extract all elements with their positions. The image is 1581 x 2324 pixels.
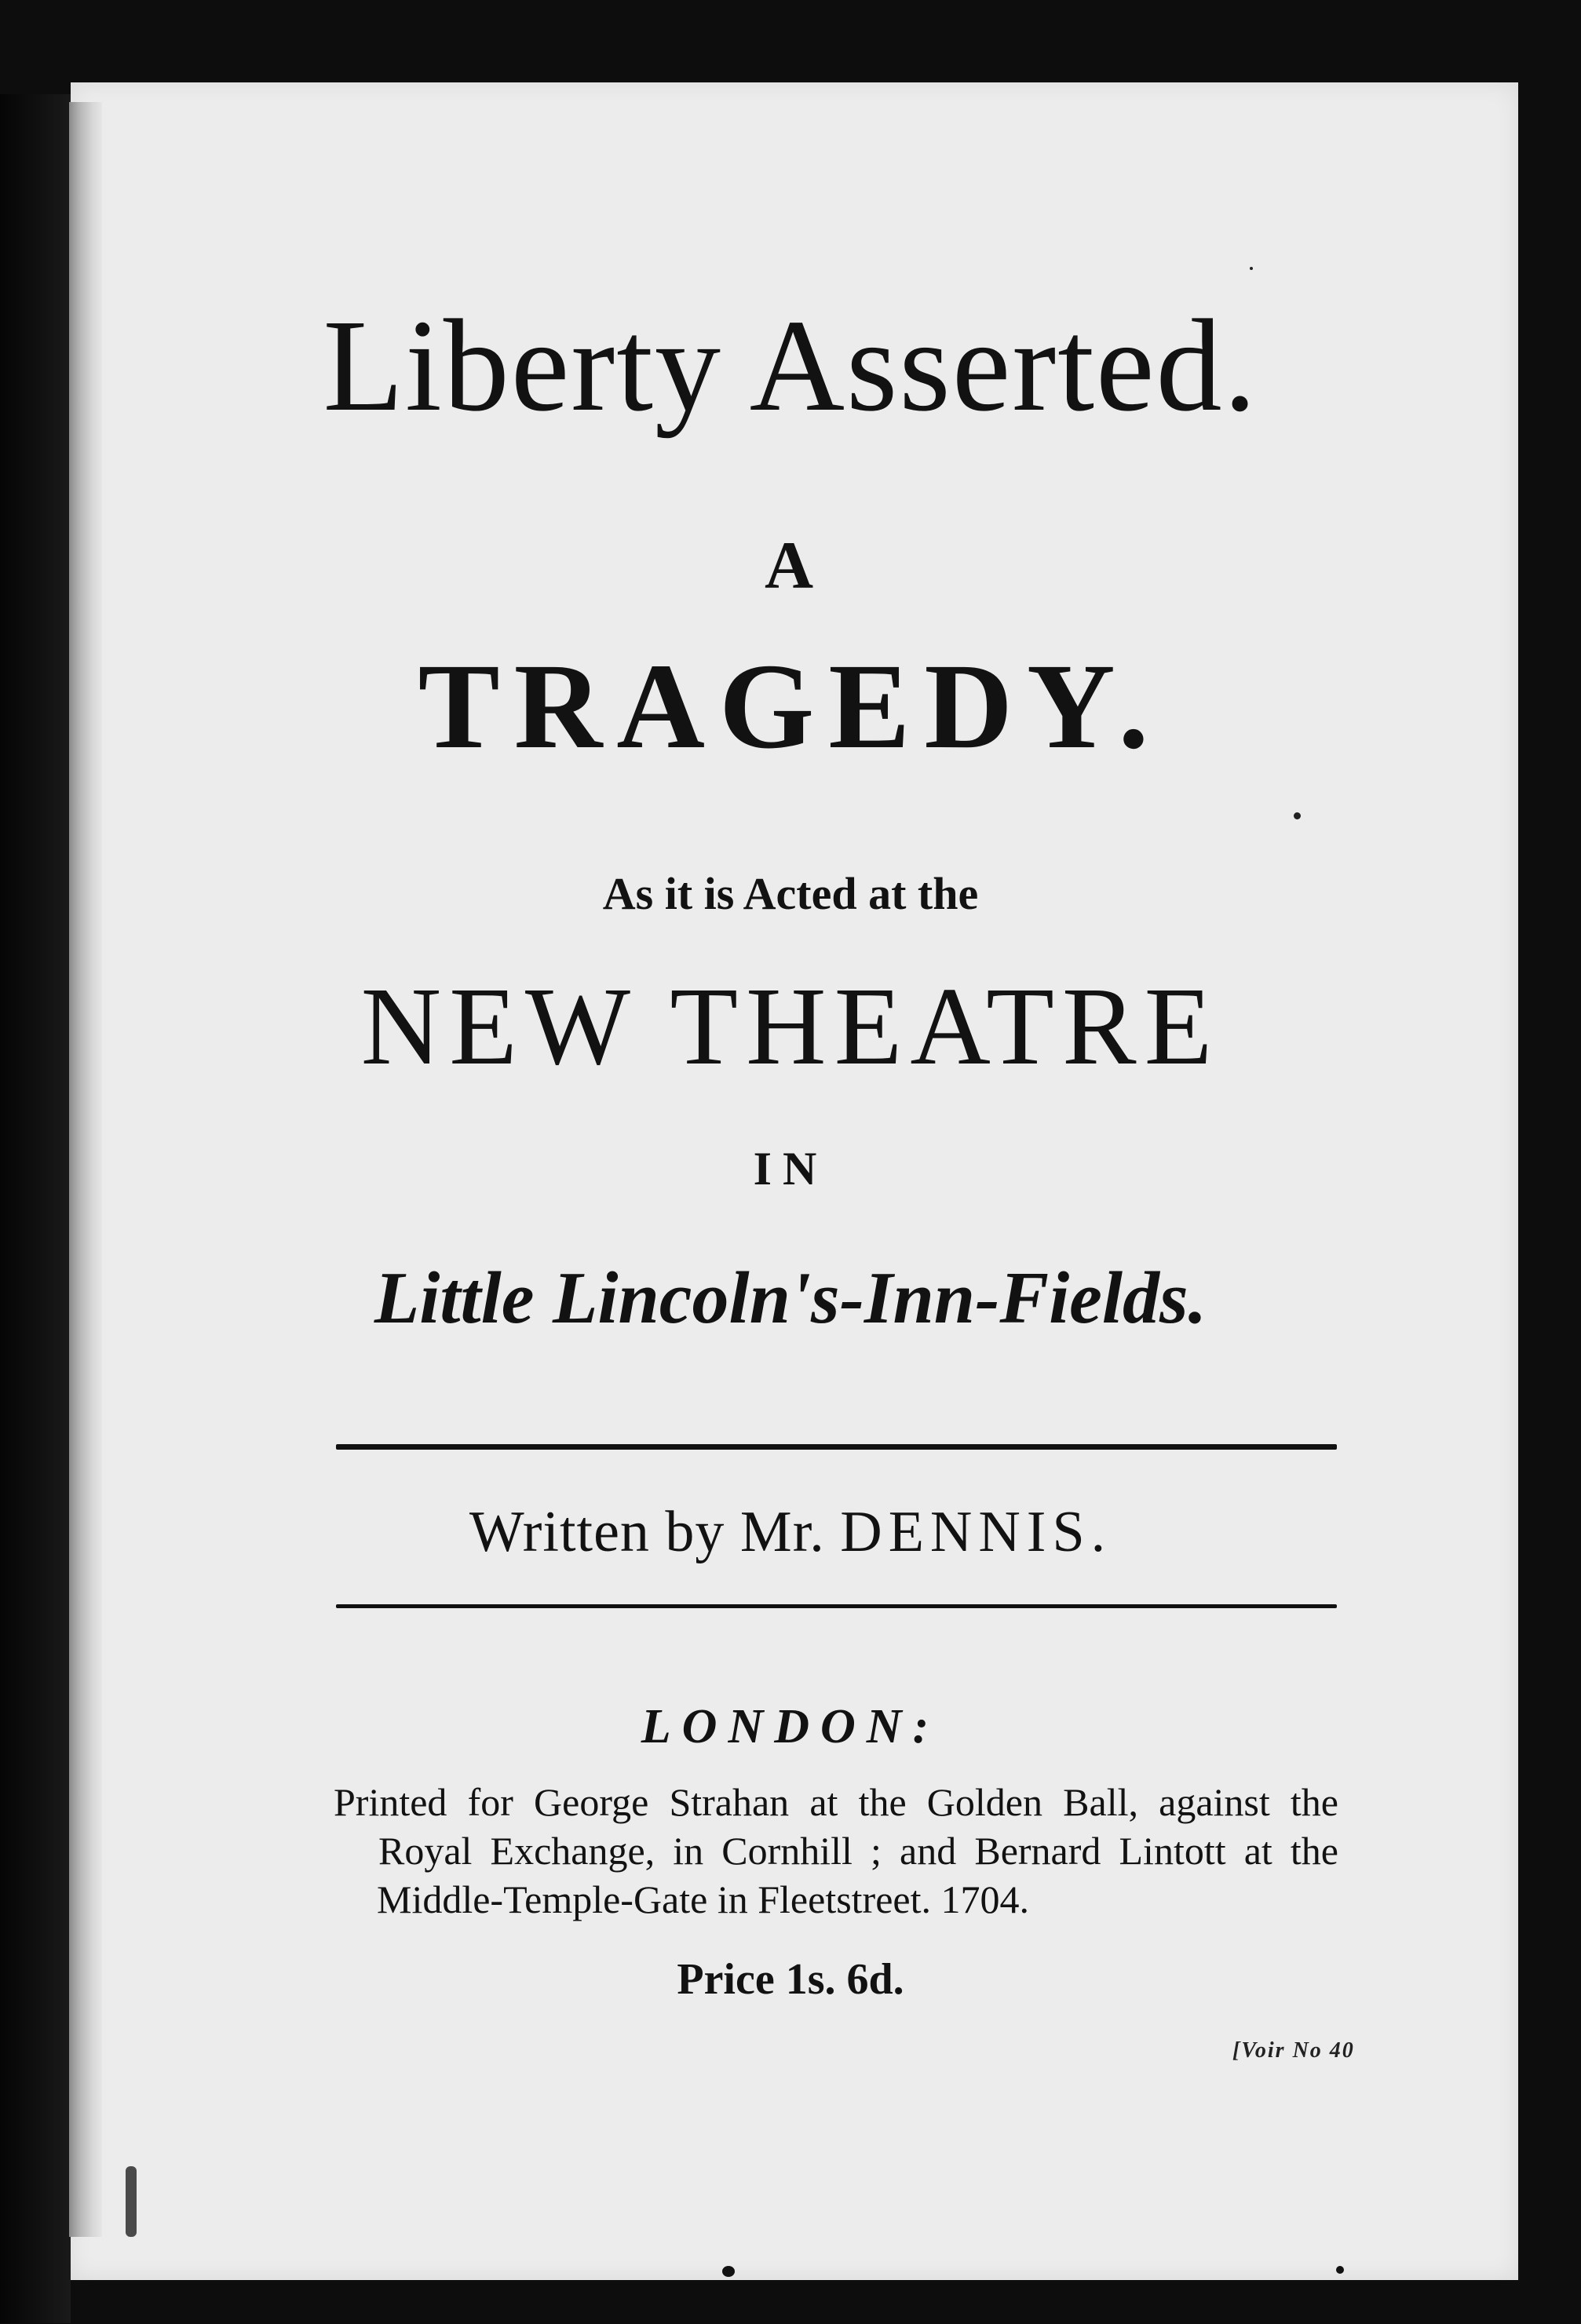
- spine-shadow-mark: [126, 2166, 137, 2237]
- book-title: Liberty Asserted.: [323, 293, 1258, 439]
- theatre-location: Little Lincoln's-Inn-Fields.: [374, 1257, 1207, 1339]
- performance-note: As it is Acted at the: [602, 868, 979, 919]
- imprint-line-2: Royal Exchange, in Cornhill ; and Bernard Lintott at the: [378, 1829, 1338, 1873]
- subtitle-article: A: [764, 527, 817, 603]
- catalog-note: [Voir No 40: [1232, 2038, 1355, 2063]
- imprint-block: [334, 1778, 1338, 1924]
- imprint-line-1: Printed for George Strahan at the Golden Ball, against the: [334, 1780, 1338, 1824]
- author-prefix: Written by Mr.: [469, 1500, 825, 1564]
- genre-heading: TRAGEDY.: [418, 638, 1163, 774]
- bottom-rule: [336, 1604, 1337, 1608]
- ink-speck: [1250, 267, 1253, 270]
- theatre-name: NEW THEATRE: [360, 964, 1221, 1088]
- price-line: Price 1s. 6d.: [677, 1955, 904, 2004]
- in-word: IN: [753, 1143, 828, 1195]
- ink-speck: [1294, 812, 1301, 819]
- author-line: [0, 1499, 1581, 1566]
- ink-speck: [722, 2266, 735, 2277]
- author-name: DENNIS.: [840, 1500, 1112, 1564]
- top-rule: [336, 1444, 1337, 1450]
- imprint-line-3: Middle-Temple-Gate in Fleetstreet. 1704.: [377, 1877, 1029, 1921]
- imprint-city: LONDON:: [641, 1700, 940, 1753]
- ink-speck: [1336, 2266, 1344, 2274]
